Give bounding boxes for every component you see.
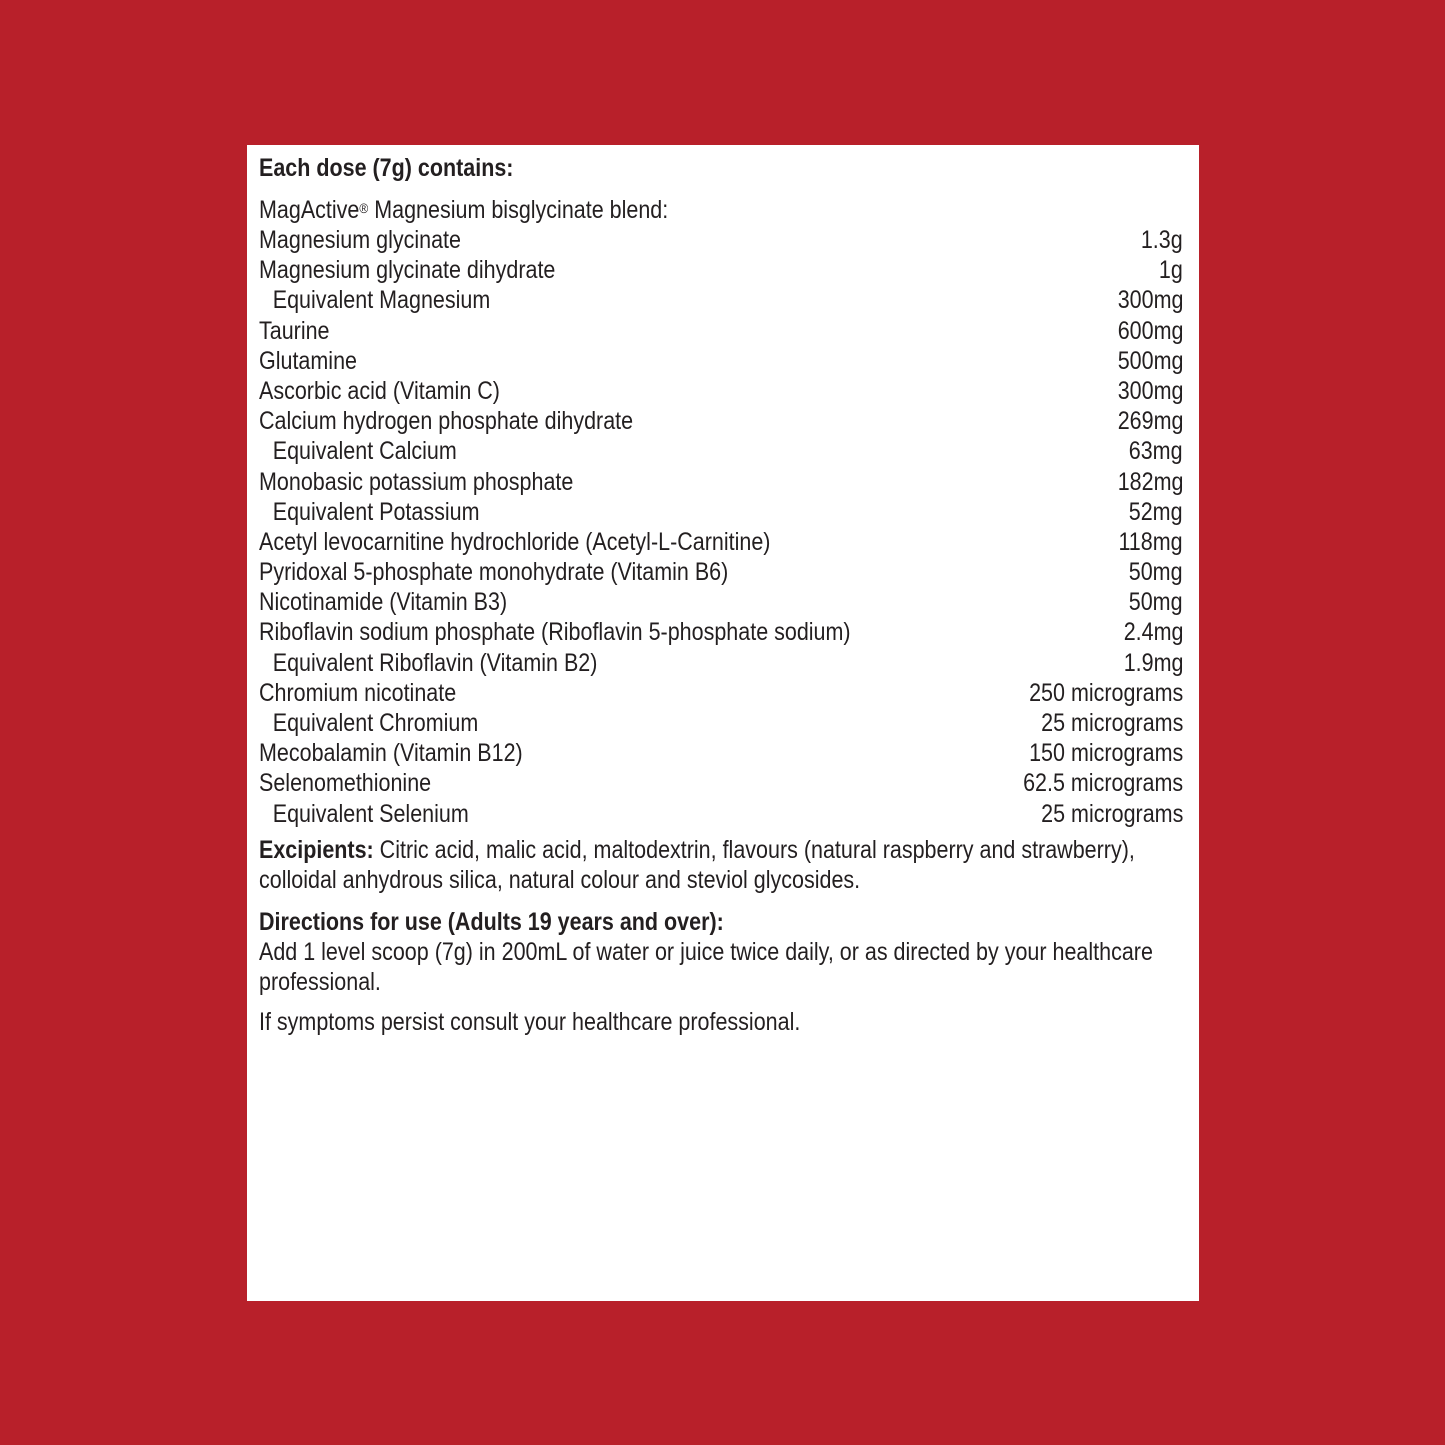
ingredient-name: Nicotinamide (Vitamin B3) [259,588,508,617]
ingredient-amount: 62.5 micrograms [1022,769,1183,798]
blend-intro [259,195,1054,225]
ingredient-amount: 25 micrograms [1040,709,1183,737]
directions-text: Add 1 level scoop (7g) in 200mL of water or juice twice daily, or as directed by your healthcare professional. [259,937,1153,996]
ingredient-amount: 182mg [1117,467,1183,496]
ingredient-row [259,376,1183,406]
ingredient-name: Equivalent Chromium [272,709,479,737]
ingredient-row [259,255,1183,285]
ingredient-row [259,648,1183,678]
ingredient-name: Calcium hydrogen phosphate dihydrate [259,407,634,436]
ingredient-row [259,678,1183,708]
ingredient-amount: 1g [1159,256,1183,285]
ingredient-amount: 150 micrograms [1028,739,1183,768]
ingredient-row [259,316,1183,346]
ingredient-name: Taurine [259,316,330,345]
ingredient-name: Monobasic potassium phosphate [259,467,574,496]
ingredient-row [259,587,1183,617]
ingredient-amount: 500mg [1117,346,1183,375]
ingredient-name: Mecobalamin (Vitamin B12) [259,739,523,768]
ingredient-row [259,406,1183,436]
ingredient-amount: 250 micrograms [1028,678,1183,707]
label-panel [247,145,1199,1301]
ingredient-name: Equivalent Riboflavin (Vitamin B2) [272,648,598,677]
ingredient-amount: 300mg [1117,376,1183,405]
directions-title: Directions for use (Adults 19 years and over): [259,907,724,936]
ingredient-row [259,467,1183,497]
warning-text: If symptoms persist consult your healthcare professional. [259,1007,801,1036]
ingredient-name: Acetyl levocarnitine hydrochloride (Acetyl-L-Carnitine) [259,527,771,556]
ingredient-amount: 52mg [1129,497,1183,526]
excipients-label: Excipients: [259,835,374,864]
ingredient-name: Equivalent Potassium [272,497,480,526]
ingredient-row [259,285,1183,315]
ingredient-row [259,768,1183,798]
ingredient-row [259,225,1183,255]
ingredient-list [259,225,1183,829]
ingredient-name: Equivalent Selenium [272,799,469,828]
ingredient-amount: 25 micrograms [1040,799,1183,828]
ingredient-name: Magnesium glycinate [259,226,461,254]
ingredient-name: Chromium nicotinate [259,678,457,707]
ingredient-amount: 63mg [1129,437,1183,466]
ingredient-name: Riboflavin sodium phosphate (Riboflavin 5-phosphate sodium) [259,618,851,647]
ingredient-amount: 50mg [1129,588,1183,617]
ingredient-amount: 1.9mg [1123,648,1183,677]
ingredient-row [259,436,1183,466]
ingredient-amount: 269mg [1117,407,1183,436]
ingredient-amount: 600mg [1117,316,1183,345]
ingredient-name: Selenomethionine [259,769,432,798]
ingredient-name: Glutamine [259,346,357,375]
excipients-text: Citric acid, malic acid, maltodextrin, flavours (natural raspberry and strawberry), colloidal anhydrous silica, natural colour and steviol glycosides. [259,835,1135,894]
ingredient-row [259,497,1183,527]
excipients-paragraph [259,835,1179,895]
registered-mark: ® [359,200,369,216]
ingredient-name: Equivalent Magnesium [272,286,491,315]
dose-heading: Each dose (7g) contains: [259,154,514,182]
ingredient-row [259,617,1183,647]
ingredient-name: Ascorbic acid (Vitamin C) [259,376,500,405]
ingredient-amount: 2.4mg [1123,618,1183,647]
ingredient-amount: 300mg [1117,286,1183,315]
ingredient-amount: 118mg [1118,527,1183,556]
ingredient-name: Magnesium glycinate dihydrate [259,256,556,285]
ingredient-amount: 50mg [1129,558,1183,587]
ingredient-row [259,738,1183,768]
blend-description: Magnesium bisglycinate blend: [368,196,669,224]
ingredient-row [259,799,1183,829]
ingredient-name: Pyridoxal 5-phosphate monohydrate (Vitamin B6) [259,558,729,587]
ingredient-row [259,708,1183,738]
ingredient-amount: 1.3g [1141,226,1183,254]
ingredient-row [259,557,1183,587]
ingredient-row [259,527,1183,557]
blend-brand: MagActive [259,196,360,224]
ingredient-row [259,346,1183,376]
ingredient-name: Equivalent Calcium [272,437,457,466]
